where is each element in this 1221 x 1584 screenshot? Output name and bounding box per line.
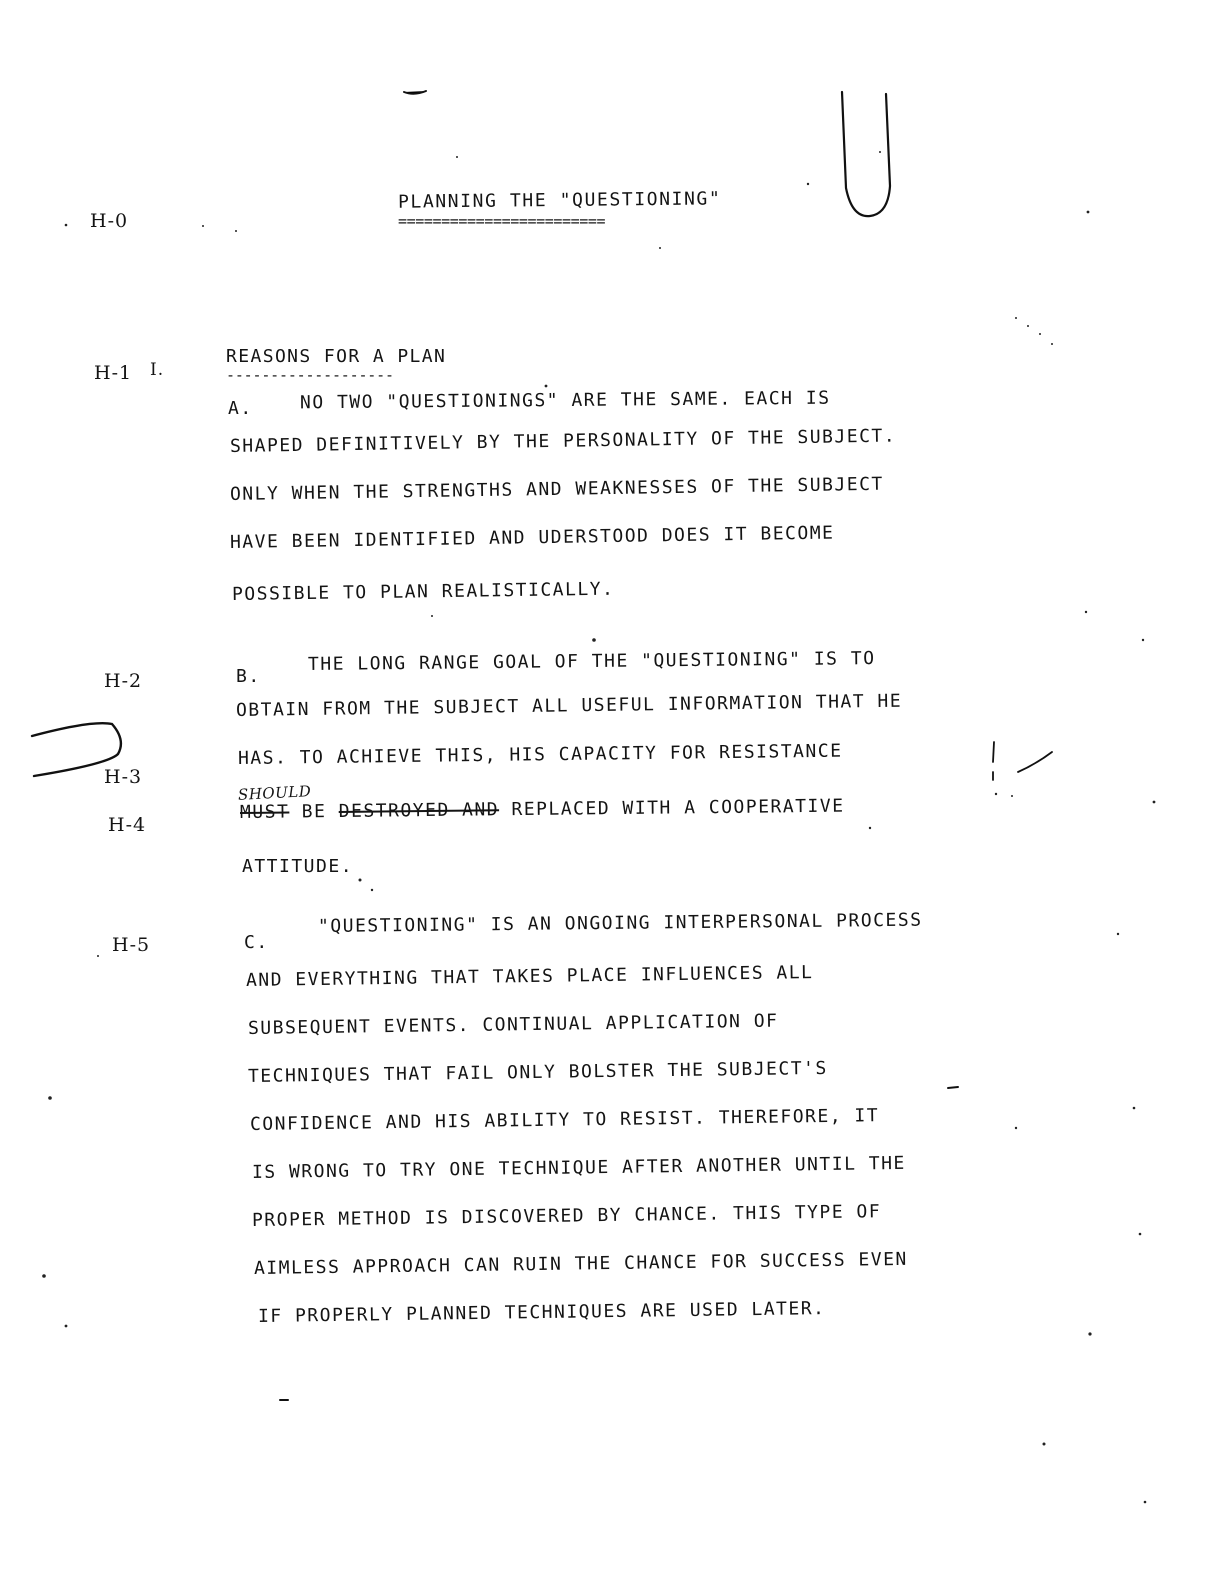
margin-label-h3: H-3 — [104, 766, 143, 788]
paragraph-c-line: IS WRONG TO TRY ONE TECHNIQUE AFTER ANOTHER UNTIL THE — [251, 1152, 906, 1183]
margin-label-h4: H-4 — [108, 814, 147, 836]
title-underline: ======================== — [398, 212, 606, 230]
paragraph-b-line: OBTAIN FROM THE SUBJECT ALL USEFUL INFORMATION THAT HE — [235, 690, 903, 721]
section-heading-underline: ------------------- — [226, 366, 394, 384]
paragraph-c-line: CONFIDENCE AND HIS ABILITY TO RESIST. THEREFORE, IT — [249, 1105, 880, 1135]
handwritten-insertion: SHOULD — [237, 782, 312, 804]
margin-label-h2: H-2 — [104, 670, 143, 692]
paragraph-b-line: ATTITUDE. — [242, 856, 354, 877]
paragraph-b-letter: B. — [236, 666, 261, 687]
line-text: REPLACED WITH A COOPERATIVE — [498, 795, 845, 821]
paragraph-c-line: "QUESTIONING" IS AN ONGOING INTERPERSONAL PROCESS — [317, 909, 923, 937]
margin-label-h0: H-0 — [90, 210, 129, 232]
paragraph-a-line: NO TWO "QUESTIONINGS" ARE THE SAME. EACH IS — [299, 387, 831, 414]
margin-label-h5: H-5 — [112, 934, 151, 956]
line-text: BE — [289, 800, 339, 823]
paragraph-a-letter: A. — [228, 398, 253, 419]
section-number: I. — [150, 360, 165, 380]
paragraph-b-line: THE LONG RANGE GOAL OF THE "QUESTIONING" IS TO — [307, 648, 876, 675]
paragraph-c-line: TECHNIQUES THAT FAIL ONLY BOLSTER THE SUBJECT'S — [247, 1057, 828, 1087]
paragraph-b-line: HAS. TO ACHIEVE THIS, HIS CAPACITY FOR RESISTANCE — [237, 740, 843, 769]
paragraph-c-line: AIMLESS APPROACH CAN RUIN THE CHANCE FOR SUCCESS EVEN — [253, 1248, 908, 1279]
paperclip-mark — [842, 92, 890, 216]
paragraph-c-line: IF PROPERLY PLANNED TECHNIQUES ARE USED LATER. — [257, 1298, 826, 1327]
document-title: PLANNING THE "QUESTIONING" — [397, 188, 722, 213]
paragraph-c-line: SUBSEQUENT EVENTS. CONTINUAL APPLICATION OF — [247, 1010, 779, 1039]
paragraph-c-line: AND EVERYTHING THAT TAKES PLACE INFLUENCES ALL — [245, 962, 814, 991]
struck-phrase: DESTROYED AND — [338, 799, 500, 822]
struck-word: MUST — [239, 801, 290, 823]
paragraph-a-line: ONLY WHEN THE STRENGTHS AND WEAKNESSES OF THE SUBJECT — [229, 473, 884, 505]
paragraph-a-line: SHAPED DEFINITIVELY BY THE PERSONALITY OF THE SUBJECT. — [229, 425, 897, 457]
paragraph-c-letter: C. — [244, 932, 269, 953]
paragraph-a-line: HAVE BEEN IDENTIFIED AND UDERSTOOD DOES IT BECOME — [229, 522, 835, 553]
section-heading: REASONS FOR A PLAN — [226, 346, 447, 367]
paragraph-a-line: POSSIBLE TO PLAN REALISTICALLY. — [231, 578, 615, 605]
check-mark — [993, 742, 1052, 780]
margin-label-h1: H-1 — [94, 362, 133, 384]
paragraph-c-line: PROPER METHOD IS DISCOVERED BY CHANCE. THIS TYPE OF — [251, 1201, 882, 1231]
